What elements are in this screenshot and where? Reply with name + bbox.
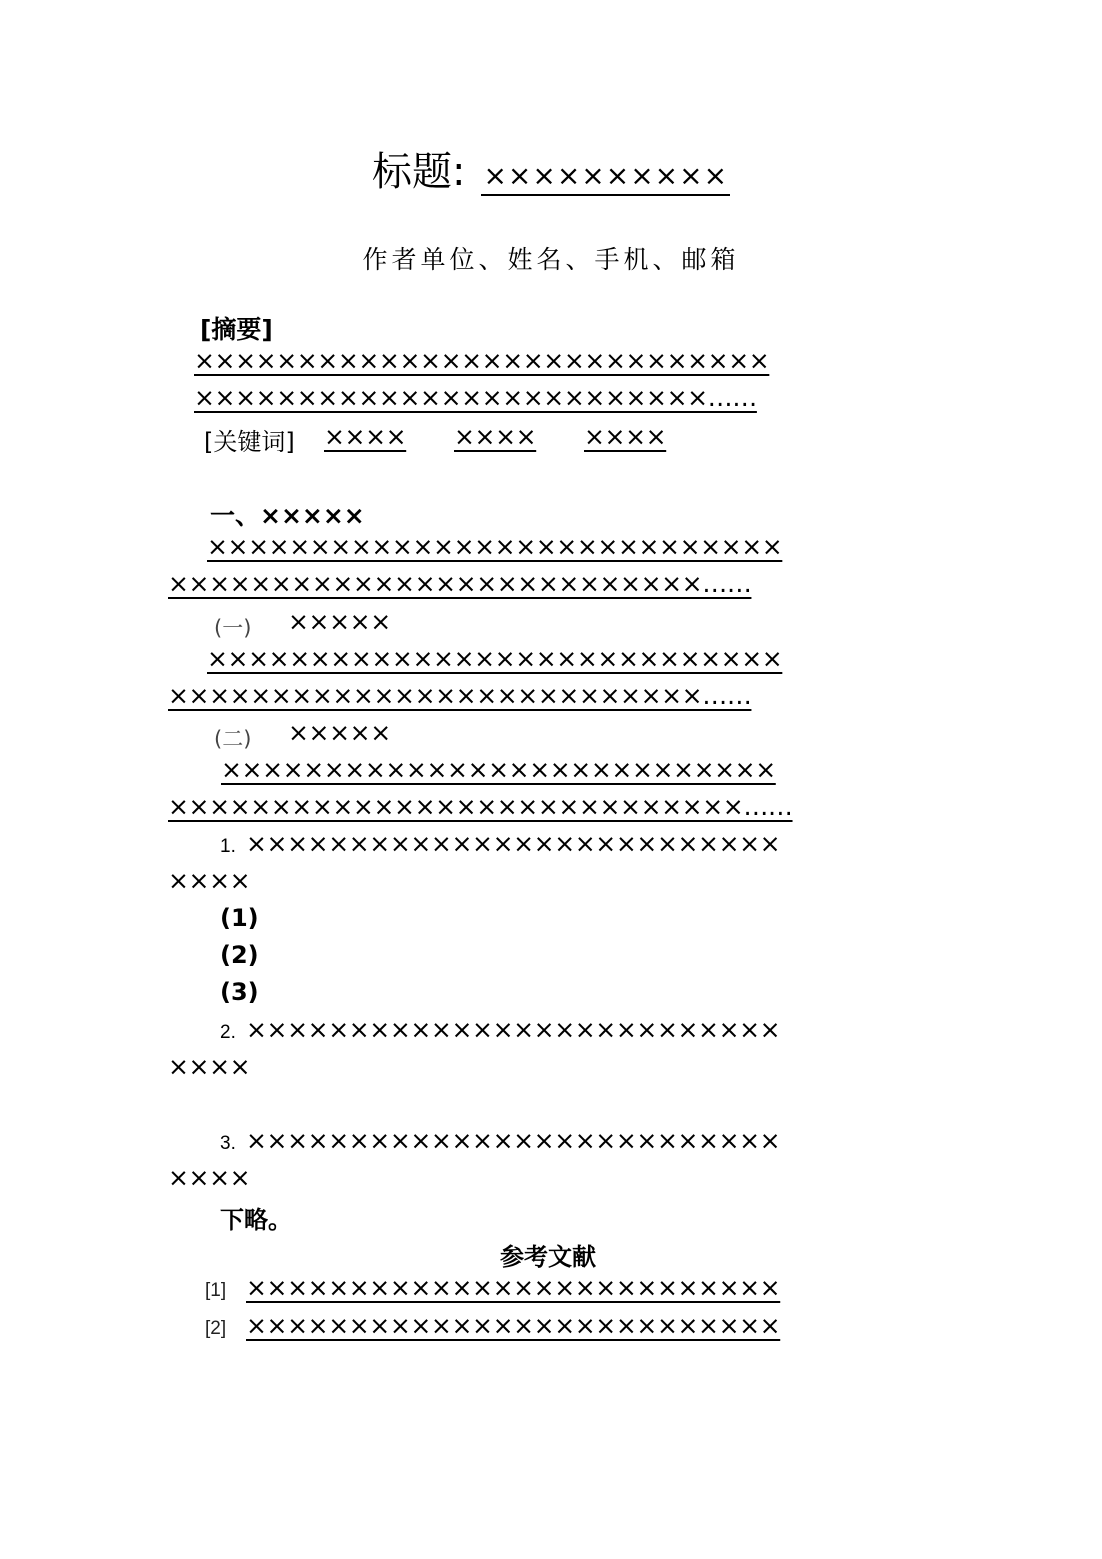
subsection-2-title: ××××× bbox=[288, 718, 391, 747]
subsection-1-line-1: ×××××××××××××××××××××××××××× bbox=[207, 644, 783, 673]
title-value: ×××××××××× bbox=[481, 159, 730, 196]
item-1-line-2: ×××× bbox=[168, 866, 251, 895]
reference-1-text: ×××××××××××××××××××××××××× bbox=[246, 1273, 781, 1302]
reference-1-number: [1] bbox=[205, 1280, 227, 1301]
reference-2-number: [2] bbox=[205, 1318, 227, 1339]
abstract-line-1: ×××××××××××××××××××××××××××× bbox=[194, 346, 770, 375]
keyword-3: ×××× bbox=[584, 422, 667, 451]
document-title bbox=[0, 140, 1102, 197]
author-info-line: 作者单位、姓名、手机、邮箱 bbox=[362, 245, 740, 274]
item-3-line-2: ×××× bbox=[168, 1163, 251, 1192]
subsection-1-line-2: ××××××××××××××××××××××××××…… bbox=[168, 681, 752, 710]
keywords-label: [关键词] bbox=[204, 428, 295, 456]
item-2-line-2: ×××× bbox=[168, 1052, 251, 1081]
abstract-line-2: ×××××××××××××××××××××××××…… bbox=[194, 383, 757, 412]
keyword-2: ×××× bbox=[454, 422, 537, 451]
omitted-note: 下略。 bbox=[220, 1206, 292, 1234]
item-3-line-1: ×××××××××××××××××××××××××× bbox=[246, 1126, 781, 1155]
subsection-2-line-1: ××××××××××××××××××××××××××× bbox=[221, 755, 776, 784]
sub-item-2: (2) bbox=[220, 941, 259, 969]
reference-2-text: ×××××××××××××××××××××××××× bbox=[246, 1311, 781, 1340]
subsection-1-number: (一) bbox=[214, 616, 252, 640]
item-1-number: 1. bbox=[220, 836, 236, 857]
item-3-number: 3. bbox=[220, 1133, 236, 1154]
sub-item-1: (1) bbox=[220, 904, 259, 932]
subsection-1-title: ××××× bbox=[288, 607, 391, 636]
section-1-line-2: ××××××××××××××××××××××××××…… bbox=[168, 569, 752, 598]
section-1-line-1: ×××××××××××××××××××××××××××× bbox=[207, 532, 783, 561]
item-2-line-1: ×××××××××××××××××××××××××× bbox=[246, 1015, 781, 1044]
item-2-number: 2. bbox=[220, 1022, 236, 1043]
subsection-2-number: (二) bbox=[214, 727, 252, 751]
abstract-heading: [摘要] bbox=[200, 315, 273, 344]
references-heading: 参考文献 bbox=[500, 1243, 596, 1271]
section-1-heading: 一、××××× bbox=[210, 501, 365, 530]
subsection-2-line-2: ××××××××××××××××××××××××××××…… bbox=[168, 792, 793, 821]
sub-item-3: (3) bbox=[220, 978, 259, 1006]
item-1-line-1: ×××××××××××××××××××××××××× bbox=[246, 829, 781, 858]
title-label: 标题: bbox=[371, 149, 466, 195]
keyword-1: ×××× bbox=[324, 422, 407, 451]
